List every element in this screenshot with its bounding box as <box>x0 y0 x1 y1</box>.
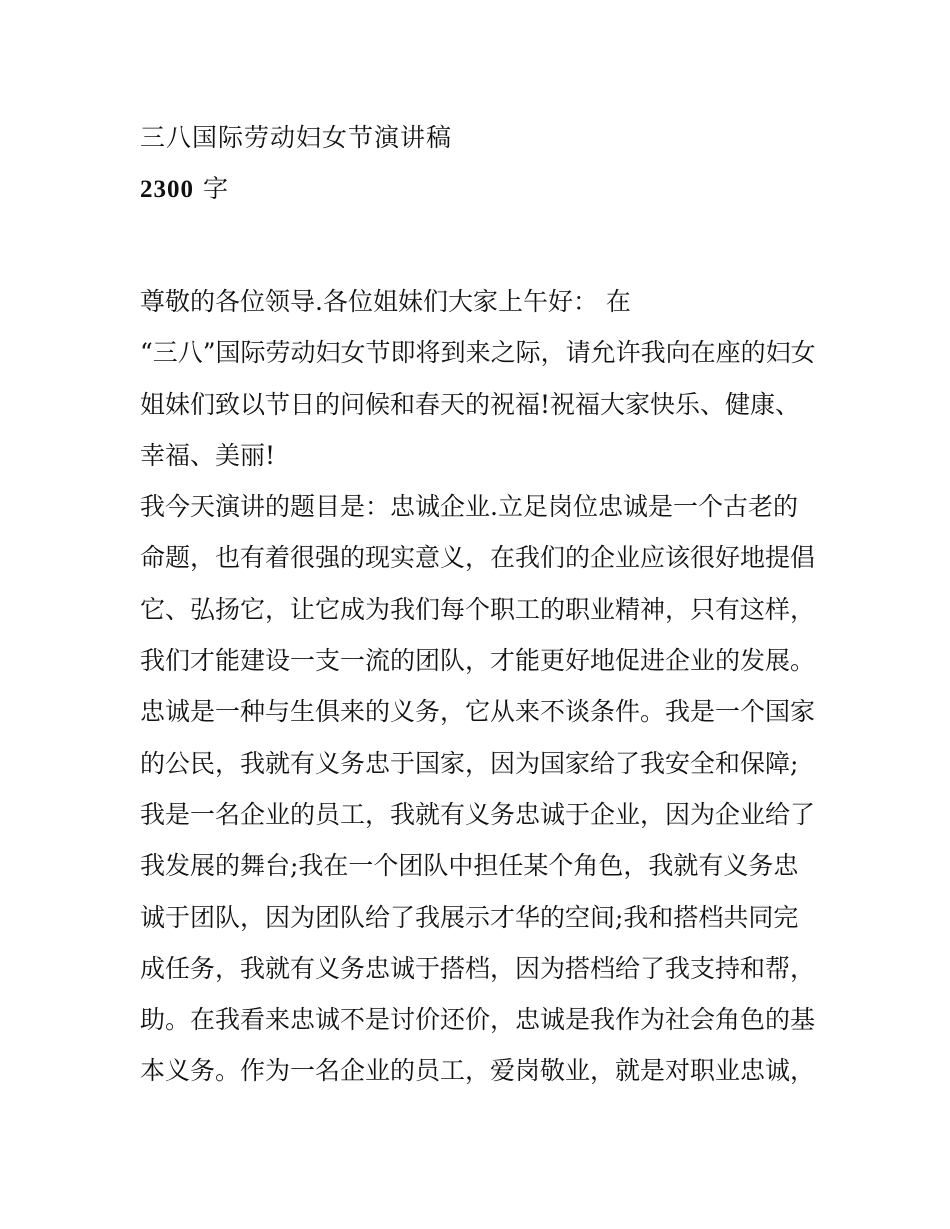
title-line-1: 三八国际劳动妇女节演讲稿 <box>140 123 453 152</box>
body-line: 我们才能建设一支一流的团队，才能更好地促进企业的发展。 <box>140 646 816 676</box>
title-line-2 <box>140 163 840 214</box>
body-line: 我发展的舞台;我在一个团队中担任某个角色，我就有义务忠 <box>140 851 799 881</box>
body-line: 本义务。作为一名企业的员工，爱岗敬业，就是对职业忠诚， <box>140 1056 816 1086</box>
body-line: 幸福、美丽! <box>140 440 276 470</box>
body-line: 成任务，我就有义务忠诚于搭档，因为搭档给了我支持和帮， <box>140 953 816 983</box>
speech-body <box>140 276 840 1097</box>
body-line: 它、弘扬它，让它成为我们每个职工的职业精神，只有这样， <box>140 594 816 624</box>
body-line: 我今天演讲的题目是：忠诚企业.立足岗位忠诚是一个古老的 <box>140 492 798 522</box>
document-title <box>140 112 840 215</box>
body-line: 助。在我看来忠诚不是讨价还价，忠诚是我作为社会角色的基 <box>140 1005 816 1035</box>
body-line: 我是一名企业的员工，我就有义务忠诚于企业，因为企业给了 <box>140 799 816 829</box>
body-line: 诚于团队，因为团队给了我展示才华的空间;我和搭档共同完 <box>140 902 799 932</box>
body-line: “三八”国际劳动妇女节即将到来之际，请允许我向在座的妇女 <box>140 338 816 368</box>
body-line: 姐妹们致以节日的问候和春天的祝福!祝福大家快乐、健康、 <box>140 389 801 419</box>
body-line: 的公民，我就有义务忠于国家，因为国家给了我安全和保障; <box>140 748 799 778</box>
body-line: 忠诚是一种与生俱来的义务，它从来不谈条件。我是一个国家 <box>140 697 816 727</box>
title-word-count: 2300 <box>140 176 194 204</box>
body-line: 尊敬的各位领导.各位姐妹们大家上午好： 在 <box>140 287 631 316</box>
body-line: 命题，也有着很强的现实意义，在我们的企业应该很好地提倡 <box>140 543 816 573</box>
title-unit: 字 <box>194 174 229 204</box>
